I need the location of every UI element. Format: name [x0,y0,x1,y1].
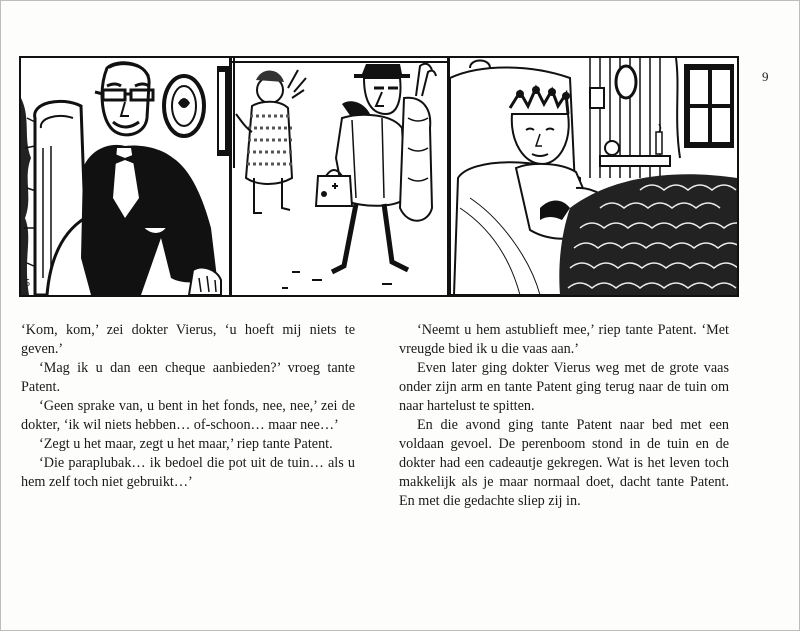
comic-panel-doctor-seated [19,56,231,297]
paragraph: Even later ging dokter Vierus weg met de grote vaas onder zijn arm en tante Patent ging terug naar de tuin om naar hartelust te spitten. [399,360,729,414]
comic-panel-doctor-leaving [230,56,449,297]
illustration-aunt-in-bed [450,58,737,295]
paragraph: ‘Mag ik u dan een cheque aanbieden?’ vroeg tante Patent. [21,360,355,395]
comic-panel-aunt-in-bed [448,56,739,297]
page-number: 9 [762,69,769,84]
paragraph: ‘Zegt u het maar, zegt u het maar,’ riep tante Patent. [39,436,333,452]
illustration-doctor-seated [21,58,229,295]
paragraph: ‘Die paraplubak… ik bedoel die pot uit de tuin… als u hem zelf toch niet gebruikt…’ [21,455,355,490]
paragraph: ‘Kom, kom,’ zei dokter Vierus, ‘u hoeft mij niets te geven.’ [21,322,355,357]
paragraph: ‘Geen sprake van, u bent in het fonds, nee, nee,’ zei de dokter, ‘ik wil niets hebben… of-schoon… maar nee…’ [21,398,355,433]
comic-strip [19,56,739,297]
text-column-left [21,321,355,492]
illustration-doctor-leaving-with-vase [232,58,447,295]
paragraph: ‘Neemt u hem astublieft mee,’ riep tante Patent. ‘Met vreugde bied ik u die vaas aan.’ [399,322,729,357]
paragraph: En die avond ging tante Patent naar bed met een voldaan gevoel. De perenboom stond in de tuin en de dokter had een cadeautje gekregen. Wat is het leven toch makkelijk als je maar normaal doet, dacht tante Patent. En met die gedachte sliep zij in. [399,417,729,509]
panel-number: 5 [25,278,30,289]
text-column-right [399,321,729,511]
